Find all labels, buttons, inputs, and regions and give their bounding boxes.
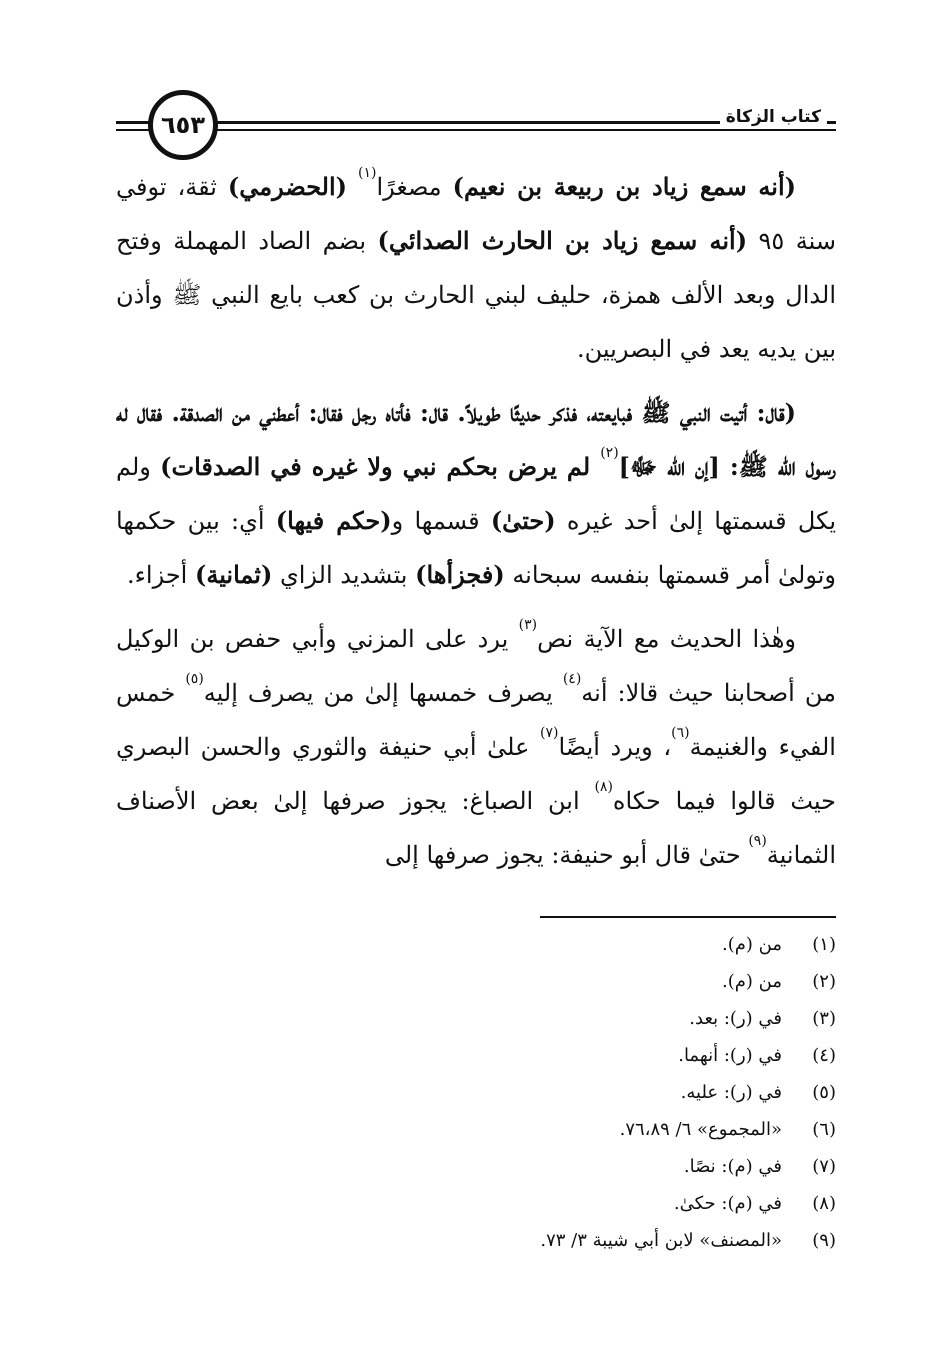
footnote-text: في (ر): بعد.: [689, 1008, 782, 1029]
footnote-ref[interactable]: (٥): [185, 671, 204, 687]
quote-span: (حكم فيها): [275, 506, 392, 535]
paragraph-3: [116, 612, 836, 882]
quote-span: (حتىٰ): [490, 506, 556, 535]
footnote-text: من (م).: [722, 971, 782, 992]
footnote-number: (٥): [812, 1082, 836, 1103]
quote-span: (فجزأها): [415, 560, 505, 589]
text-span: علىٰ أبي حنيفة والثوري والحسن البصري حيث قالوا فيما حكاه: [116, 733, 837, 815]
footnote-number: (٤): [812, 1045, 836, 1066]
footnote-9: [116, 1222, 836, 1259]
footnote-ref[interactable]: (٤): [562, 671, 582, 687]
footnote-text: في (ر): عليه.: [680, 1082, 782, 1103]
footnote-ref[interactable]: (٧): [540, 725, 559, 741]
text-span: حتىٰ قال أبو حنيفة: يجوز صرفها إلى: [384, 841, 749, 869]
footnote-1: [116, 926, 836, 963]
footnote-text: في (م): حكىٰ.: [673, 1193, 782, 1214]
text-span: بضم الصاد المهملة وفتح الدال وبعد الألف همزة، حليف لبني الحارث بن كعب بايع النبي ﷺ وأذن بين يديه يعد في البصريين.: [116, 227, 836, 363]
text-span: وهٰذا الحديث مع الآية نص: [537, 625, 796, 653]
footnote-ref[interactable]: (٢): [600, 445, 619, 461]
text-span: ابن الصباغ: يجوز صرفها إلىٰ بعض الأصناف الثمانية: [116, 787, 836, 869]
footnote-number: (٧): [812, 1156, 836, 1177]
footnote-number: (٦): [812, 1119, 836, 1140]
text-span: ثقة، توفي سنة ٩٥: [116, 173, 836, 255]
main-text: [116, 160, 836, 892]
running-title: كتاب الزكاة: [720, 107, 827, 127]
footnote-text: «المجموع» ٦/ ٧٦،٨٩.: [619, 1119, 782, 1140]
text-span: مصغرًا: [376, 173, 453, 201]
footnote-6: [116, 1111, 836, 1148]
text-span: قسمها و: [391, 507, 491, 535]
footnote-5: [116, 1074, 836, 1111]
text-span: أي: بين حكمها وتولىٰ أمر قسمتها بنفسه سبحانه: [116, 507, 836, 589]
footnote-number: (٢): [812, 971, 836, 992]
footnote-ref[interactable]: (٣): [518, 617, 538, 633]
quote-span: (ثمانية): [194, 560, 273, 589]
footnote-number: (١): [812, 934, 836, 955]
quote-span: (قال: أتيت النبي ﷺ فبايعته، فذكر حديثًا طويلاً. قال: فأتاه رجل فقال: أعطني من الصدقة. فقال له رسول الله ﷺ: [إن الله ﷻ]: [116, 398, 836, 481]
footnote-text: من (م).: [722, 934, 782, 955]
footnote-text: في (م): نصًا.: [683, 1156, 782, 1177]
footnote-number: (٣): [812, 1008, 836, 1029]
footnote-separator: [540, 916, 836, 918]
footnote-4: [116, 1037, 836, 1074]
text-span: [347, 173, 358, 201]
footnote-ref[interactable]: (٩): [748, 833, 767, 849]
page-number-text: ٦٥٣: [161, 111, 205, 139]
quote-span: لم يرض بحكم نبي ولا غيره في الصدقات): [160, 452, 601, 481]
page-number: [148, 90, 218, 160]
footnote-text: في (ر): أنهما.: [678, 1045, 782, 1066]
footnote-number: (٨): [812, 1193, 836, 1214]
text-span: يصرف خمسها إلىٰ من يصرف إليه: [203, 679, 563, 707]
text-span: يرد على المزني وأبي حفص بن الوكيل من أصحابنا حيث قالا: أنه: [116, 625, 836, 707]
text-span: بتشديد الزاي: [272, 561, 416, 589]
text-span: ولم يكل قسمتها إلىٰ أحد غيره: [116, 453, 836, 535]
footnote-ref[interactable]: (٨): [594, 779, 613, 795]
quote-span: (أنه سمع زياد بن ربيعة بن نعيم): [452, 172, 796, 201]
footnote-number: (٩): [812, 1230, 836, 1251]
footnote-2: [116, 963, 836, 1000]
header-rule-right-thin: [212, 129, 836, 131]
text-span: أجزاء.: [127, 561, 195, 589]
quote-span: (الحضرمي): [227, 172, 348, 201]
paragraph-1: [116, 160, 836, 376]
footnote-ref[interactable]: (١): [358, 165, 377, 181]
footnote-7: [116, 1148, 836, 1185]
footnotes: [116, 926, 836, 1259]
footnote-text: «المصنف» لابن أبي شيبة ٣/ ٧٣.: [540, 1230, 782, 1251]
text-span: ، ويرد أيضًا: [558, 733, 672, 761]
footnote-8: [116, 1185, 836, 1222]
text-span: خمس الفيء والغنيمة: [116, 679, 836, 761]
quote-span: (أنه سمع زياد بن الحارث الصدائي): [377, 226, 748, 255]
footnote-ref[interactable]: (٦): [671, 725, 690, 741]
paragraph-2: [116, 386, 836, 602]
footnote-3: [116, 1000, 836, 1037]
